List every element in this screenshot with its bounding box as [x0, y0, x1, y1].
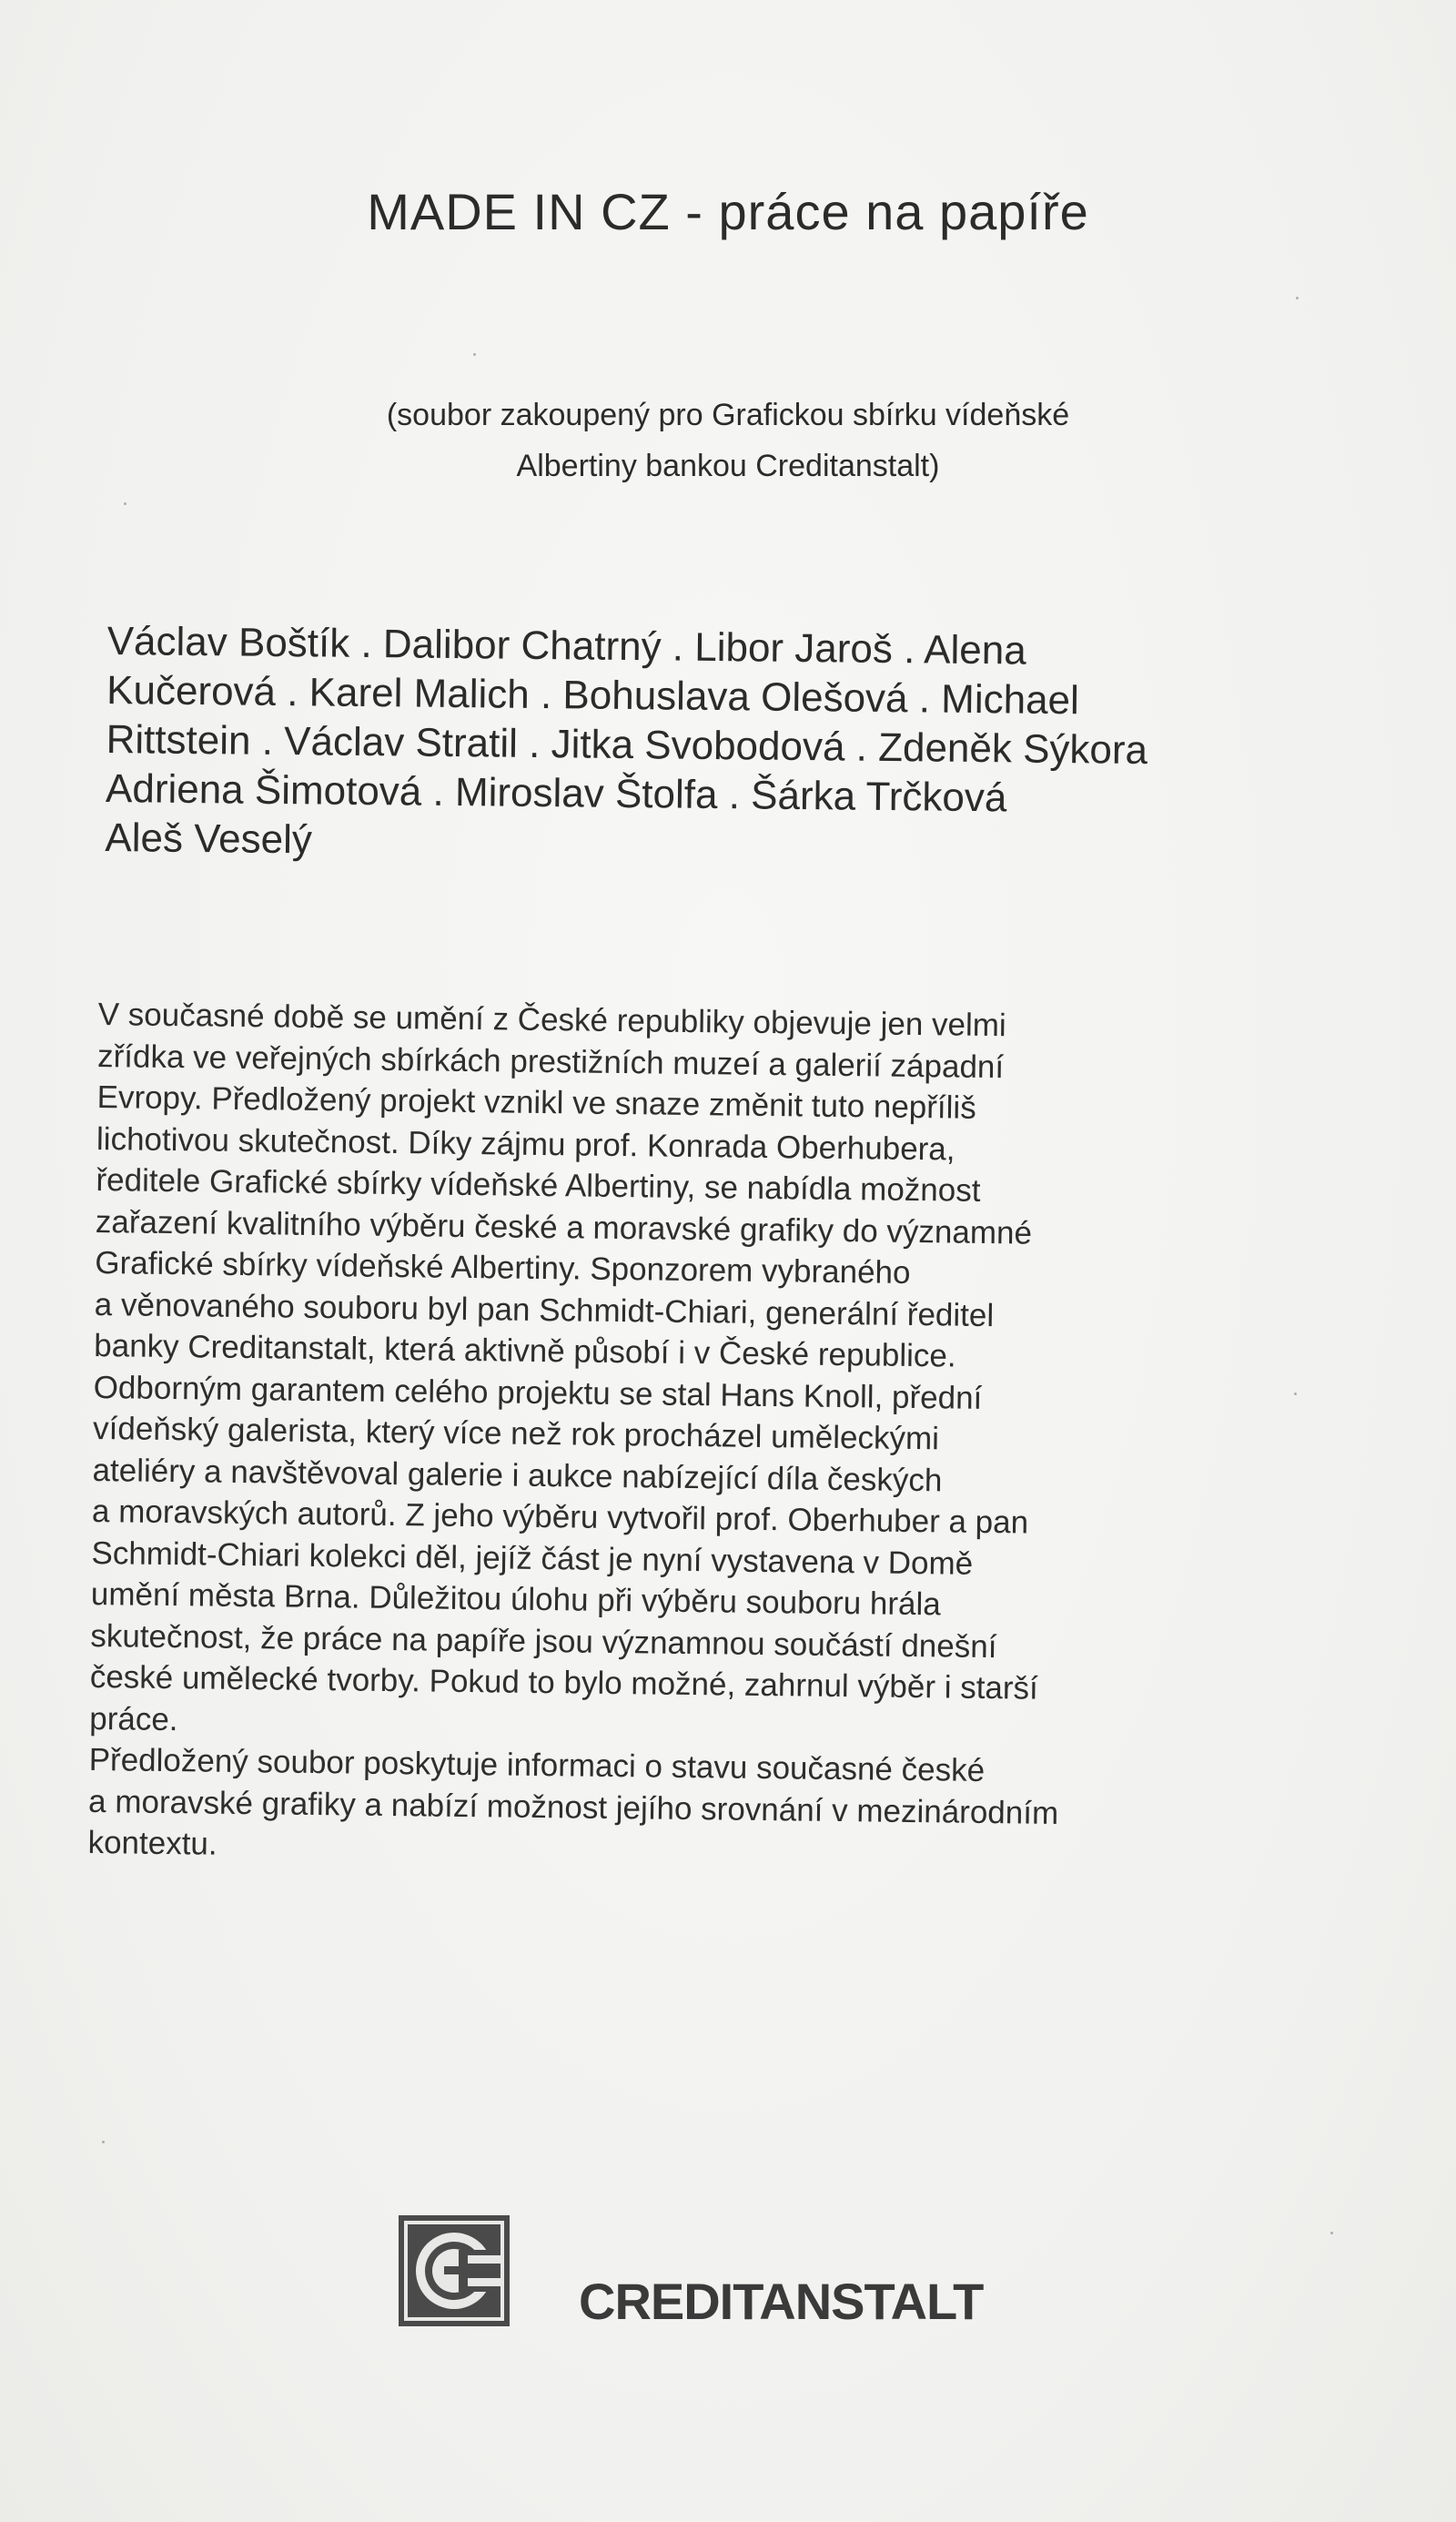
body-line: a věnovaného souboru byl pan Schmidt-Chiari, generální ředitel	[94, 1286, 995, 1333]
body-line: české umělecké tvorby. Pokud to bylo možné, zahrnul výběr i starší	[89, 1658, 1039, 1707]
body-line: ateliéry a navštěvoval galerie i aukce nabízející díla českých	[92, 1452, 943, 1498]
paper-speck	[1330, 2232, 1333, 2234]
paper-speck	[102, 2141, 105, 2143]
body-line: práce.	[89, 1700, 178, 1737]
artist-line: Adriena Šimotová . Miroslav Štolfa . Šárka Trčková	[105, 765, 1007, 821]
body-line: Grafické sbírky vídeňské Albertiny. Sponzorem vybraného	[95, 1244, 911, 1291]
subtitle-line: (soubor zakoupený pro Grafickou sbírku vídeňské	[386, 398, 1070, 432]
artist-line: Kučerová . Karel Malich . Bohuslava Olešová . Michael	[106, 667, 1080, 724]
artist-line: Václav Boštík . Dalibor Chatrný . Libor Jaroš . Alena	[106, 618, 1026, 674]
artist-line: Aleš Veselý	[105, 815, 313, 863]
body-line: kontextu.	[87, 1824, 217, 1862]
body-line: zřídka ve veřejných sbírkách prestižních muzeí a galerií západní	[96, 1038, 1005, 1085]
creditanstalt-logo-icon	[397, 2213, 511, 2328]
body-line: Odborným garantem celého projektu se stal Hans Knoll, přední	[93, 1369, 983, 1416]
sponsor-name: CREDITANSTALT	[579, 2273, 984, 2330]
body-line: a moravských autorů. Z jeho výběru vytvořil prof. Oberhuber a pan	[91, 1493, 1029, 1541]
body-line: lichotivou skutečnost. Díky zájmu prof. Konrada Oberhubera,	[96, 1120, 956, 1168]
subtitle-line: Albertiny bankou Creditanstalt)	[516, 449, 940, 483]
page-title: MADE IN CZ - práce na papíře	[367, 183, 1089, 240]
artist-list	[105, 617, 1354, 876]
body-line: zařazení kvalitního výběru české a moravské grafiky do významné	[95, 1203, 1033, 1251]
body-paragraph	[87, 994, 1354, 1879]
paper-speck	[473, 353, 476, 356]
body-line: vídeňský galerista, který více než rok procházel uměleckými	[92, 1410, 940, 1457]
paper-speck	[1296, 297, 1299, 299]
body-line: ředitele Grafické sbírky vídeňské Albertiny, se nabídla možnost	[96, 1161, 981, 1209]
body-line: Předložený soubor poskytuje informaci o stavu současné české	[88, 1741, 986, 1788]
body-line: Schmidt-Chiari kolekci děl, jejíž část je nyní vystavena v Domě	[91, 1534, 974, 1582]
body-line: V současné době se umění z České republiky objevuje jen velmi	[97, 996, 1006, 1044]
body-line: a moravské grafiky a nabízí možnost jejího srovnání v mezinárodním	[87, 1783, 1059, 1831]
paper-speck	[1294, 1393, 1297, 1395]
body-line: Evropy. Předložený projekt vznikl ve snaze změnit tuto nepříliš	[96, 1079, 976, 1126]
subtitle	[273, 390, 1183, 491]
body-line: umění města Brna. Důležitou úlohu při výběru souboru hrála	[90, 1575, 941, 1623]
paper-speck	[124, 502, 126, 505]
artist-line: Rittstein . Václav Stratil . Jitka Svobodová . Zdeněk Sýkora	[106, 716, 1148, 773]
body-line: skutečnost, že práce na papíře jsou významnou součástí dnešní	[90, 1617, 997, 1665]
body-line: banky Creditanstalt, která aktivně působí i v České republice.	[94, 1327, 956, 1374]
